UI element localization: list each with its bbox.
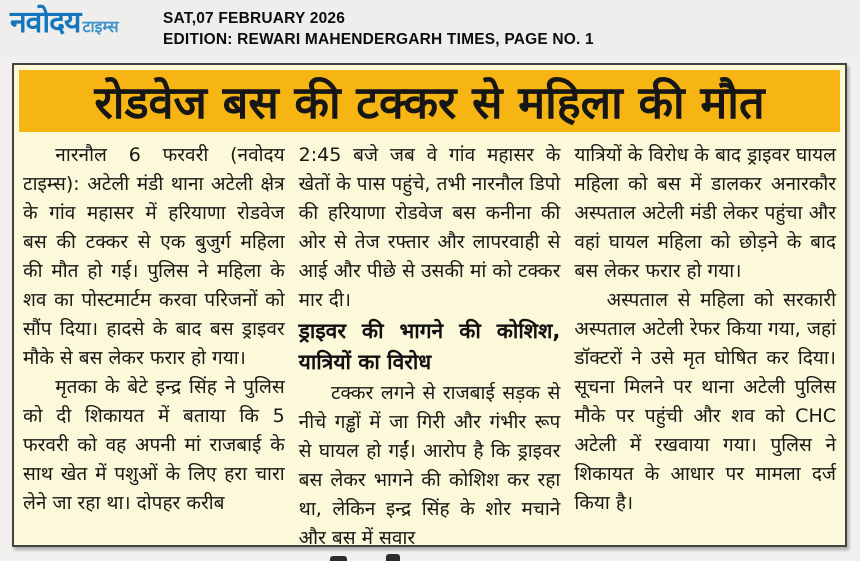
cutoff-text-fragment <box>386 554 400 561</box>
article-columns <box>14 137 845 549</box>
paragraph: 2:45 बजे जब वे गांव महासर के खेतों के पास पहुंचे, तभी नारनौल डिपो की हरियाणा रोडवेज बस कनीना की ओर से तेज रफ्तार और लापरवाही से आई और पीछे से उसकी मां को टक्कर मार दी। <box>298 144 561 311</box>
edition-line: EDITION: REWARI MAHENDERGARH TIMES, PAGE NO. 1 <box>163 31 594 48</box>
masthead-text <box>163 8 594 50</box>
paragraph: टक्कर लगने से राजबाई सड़क से नीचे गड्ढों में जा गिरी और गंभीर रूप से घायल हो गईं। आरोप है कि ड्राइवर बस लेकर भागने की कोशिश कर रहा था, लेकिन इन्द्र सिंह के शोर मचाने और बस में सवार <box>298 382 561 549</box>
column-2 <box>298 141 561 549</box>
logo-main-text: नवोदय <box>10 5 81 40</box>
paragraph: मृतका के बेटे इन्द्र सिंह ने पुलिस को दी शिकायत में बताया कि 5 फरवरी को वह अपनी मां राजबाई के साथ खेत में पशुओं के लिए हरा चारा लेने जा रहा था। दोपहर करीब <box>23 376 285 514</box>
cutoff-text-fragment <box>330 556 347 561</box>
article-subheading: ड्राइवर की भागने की कोशिश, यात्रियों का विरोध <box>298 319 561 374</box>
masthead <box>0 0 860 57</box>
paragraph: नारनौल 6 फरवरी (नवोदय टाइम्स): अटेली मंडी थाना अटेली क्षेत्र के गांव महासर में हरियाणा रोडवेज बस की टक्कर से एक बुजुर्ग महिला की मौत हो गई। पुलिस ने महिला के शव का पोस्टमार्टम करवा परिजनों को सौंप दिया। हादसे के बाद बस ड्राइवर मौके से बस लेकर फरार हो गया। <box>23 144 285 369</box>
column-3 <box>574 141 836 541</box>
article-clipping <box>12 63 847 547</box>
article-headline: रोडवेज बस की टक्कर से महिला की मौत <box>94 75 765 129</box>
headline-band <box>19 70 840 132</box>
paragraph: अस्पताल से महिला को सरकारी अस्पताल अटेली रेफर किया गया, जहां डॉक्टरों ने उसे मृत घोषित कर दिया। सूचना मिलने पर थाना अटेली पुलिस मौके पर पहुंची और शव को CHC अटेली में रखवाया गया। पुलिस ने शिकायत के आधार पर मामला दर्ज किया है। <box>574 289 837 514</box>
date-line: SAT,07 FEBRUARY 2026 <box>163 10 346 27</box>
logo-sub-text: टाइम्स <box>82 17 119 36</box>
newspaper-logo <box>10 5 119 40</box>
column-1 <box>23 141 285 541</box>
paragraph: यात्रियों के विरोध के बाद ड्राइवर घायल महिला को बस में डालकर अनारकौर अस्पताल अटेली मंडी लेकर पहुंचा और वहां घायल महिला को छोड़ने के बाद बस लेकर फरार हो गया। <box>574 144 837 282</box>
